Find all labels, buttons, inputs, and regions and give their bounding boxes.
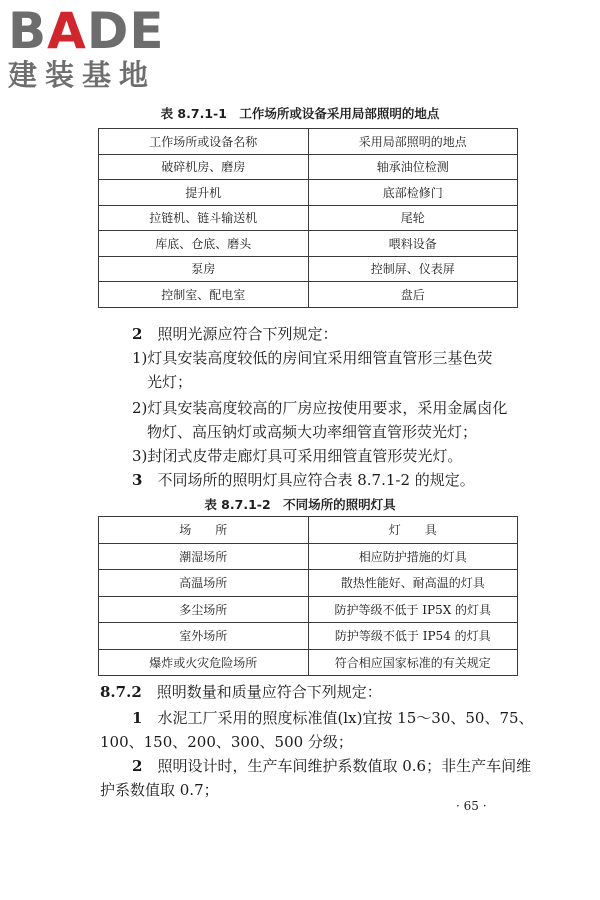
logo-subtitle: 建装基地 bbox=[8, 58, 157, 92]
table-header-cell: 场 所 bbox=[99, 517, 309, 544]
table-cell: 提升机 bbox=[99, 180, 309, 206]
table-header-row bbox=[99, 517, 518, 544]
table-row bbox=[99, 649, 518, 676]
table-cell: 盘后 bbox=[308, 282, 518, 308]
table-cell: 拉链机、链斗输送机 bbox=[99, 205, 309, 231]
table-cell: 爆炸或火灾危险场所 bbox=[99, 649, 309, 676]
table-row bbox=[99, 623, 518, 650]
table-cell: 轴承油位检测 bbox=[308, 154, 518, 180]
table-cell: 高温场所 bbox=[99, 570, 309, 597]
item-number: 3 bbox=[132, 471, 143, 489]
table-cell: 潮湿场所 bbox=[99, 543, 309, 570]
item3-text: 3 不同场所的照明灯具应符合表 8.7.1-2 的规定。 bbox=[132, 468, 475, 492]
table-row bbox=[99, 282, 518, 308]
table-row bbox=[99, 154, 518, 180]
table-cell: 破碎机房、磨房 bbox=[99, 154, 309, 180]
table-row bbox=[99, 596, 518, 623]
table-row bbox=[99, 205, 518, 231]
item-number: 2 bbox=[132, 757, 143, 775]
table1-caption: 表 8.7.1-1 工作场所或设备采用局部照明的地点 bbox=[160, 106, 440, 121]
table-cell: 控制屏、仪表屏 bbox=[308, 256, 518, 282]
item2-heading: 2 照明光源应符合下列规定： bbox=[132, 322, 337, 346]
item-number: 1 bbox=[132, 709, 143, 727]
table-cell: 防护等级不低于 IP5X 的灯具 bbox=[308, 596, 518, 623]
item2-sub1-line2: 光灯； bbox=[147, 373, 193, 391]
table-cell: 室外场所 bbox=[99, 623, 309, 650]
section-number: 8.7.2 bbox=[100, 683, 142, 701]
logo-accent-letter: A bbox=[47, 2, 87, 60]
table-cell: 多尘场所 bbox=[99, 596, 309, 623]
table-cell: 相应防护措施的灯具 bbox=[308, 543, 518, 570]
logo bbox=[8, 2, 178, 92]
table-row bbox=[99, 570, 518, 597]
table-row bbox=[99, 543, 518, 570]
table-cell: 控制室、配电室 bbox=[99, 282, 309, 308]
table-header-cell: 工作场所或设备名称 bbox=[99, 129, 309, 155]
item2-sub2-line1: 2)灯具安装高度较高的厂房应按使用要求，采用金属卤化 bbox=[132, 399, 508, 417]
table-row bbox=[99, 180, 518, 206]
table-header-cell: 采用局部照明的地点 bbox=[308, 129, 518, 155]
item2-sub3: 3)封闭式皮带走廊灯具可采用细管直管形荧光灯。 bbox=[132, 447, 463, 465]
table-cell: 库底、仓底、磨头 bbox=[99, 231, 309, 257]
table2-caption: 表 8.7.1-2 不同场所的照明灯具 bbox=[204, 497, 396, 512]
table-cell: 泵房 bbox=[99, 256, 309, 282]
section-8-7-2-item1-line2: 100、150、200、300、500 分级； bbox=[100, 733, 353, 751]
table-cell: 喂料设备 bbox=[308, 231, 518, 257]
table1 bbox=[98, 128, 518, 308]
section-8-7-2-item2-line1: 2 照明设计时，生产车间维护系数值取 0.6；非生产车间维 bbox=[132, 754, 531, 778]
page-number: · 65 · bbox=[456, 799, 487, 813]
item2-sub2-line2: 物灯、高压钠灯或高频大功率细管直管形荧光灯； bbox=[147, 423, 478, 441]
table-row bbox=[99, 256, 518, 282]
table-header-row bbox=[99, 129, 518, 155]
table-header-cell: 灯 具 bbox=[308, 517, 518, 544]
table-cell: 尾轮 bbox=[308, 205, 518, 231]
table-cell: 防护等级不低于 IP54 的灯具 bbox=[308, 623, 518, 650]
table-row bbox=[99, 231, 518, 257]
table-cell: 符合相应国家标准的有关规定 bbox=[308, 649, 518, 676]
section-8-7-2-heading: 8.7.2 照明数量和质量应符合下列规定： bbox=[100, 680, 382, 704]
item2-sub1-line1: 1)灯具安装高度较低的房间宜采用细管直管形三基色荧 bbox=[132, 349, 493, 367]
section-8-7-2-item2-line2: 护系数值取 0.7； bbox=[100, 781, 219, 799]
table-cell: 散热性能好、耐高温的灯具 bbox=[308, 570, 518, 597]
section-8-7-2-item1-line1: 1 水泥工厂采用的照度标准值(lx)宜按 15～30、50、75、 bbox=[132, 706, 534, 730]
table2 bbox=[98, 516, 518, 676]
item-number: 2 bbox=[132, 325, 143, 343]
logo-wordmark: BADE bbox=[8, 2, 165, 60]
table-cell: 底部检修门 bbox=[308, 180, 518, 206]
